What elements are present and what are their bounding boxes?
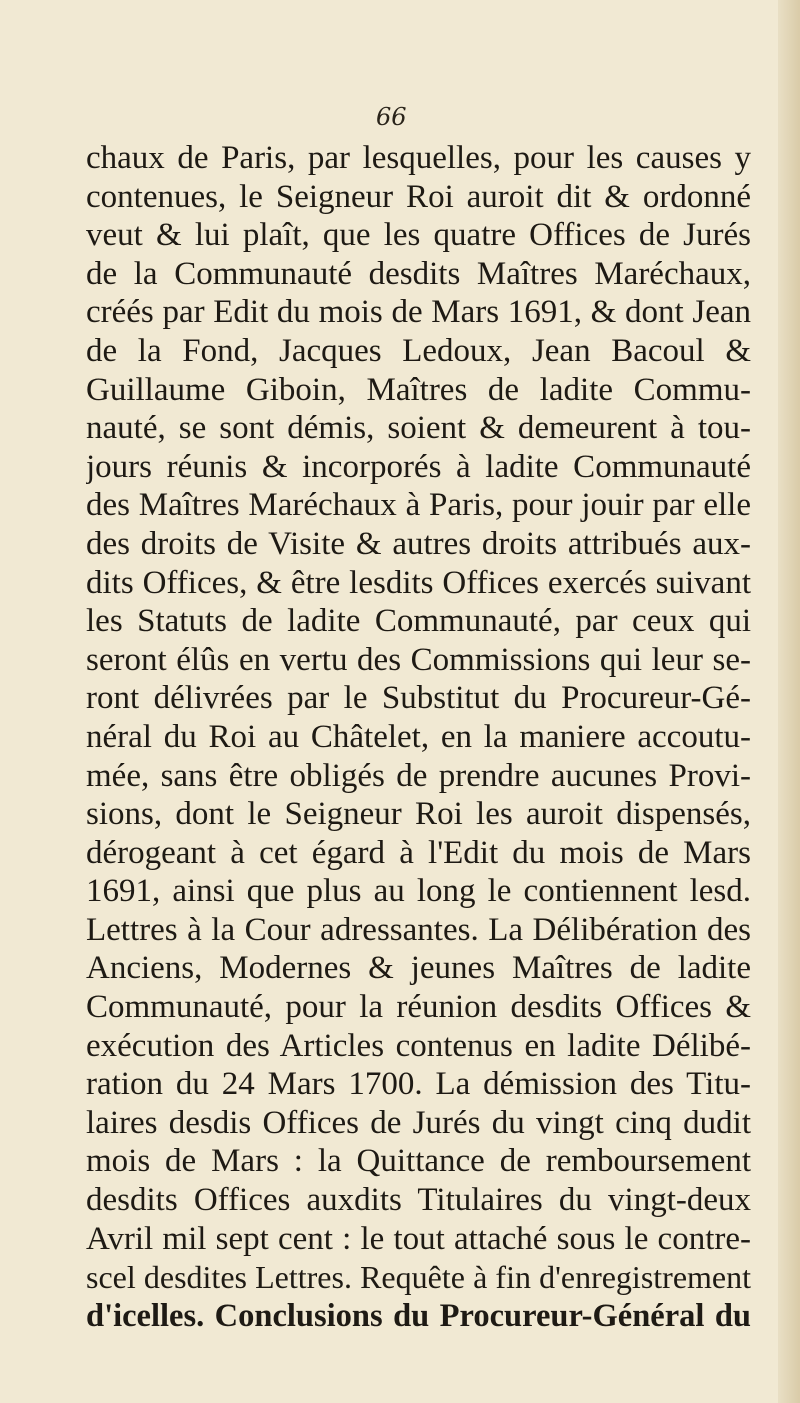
text-line: Anciens, Modernes & jeunes Maîtres de ladite — [86, 950, 751, 987]
text-line: Lettres à la Cour adressantes. La Délibération des — [86, 911, 751, 948]
text-line: néral du Roi au Châtelet, en la maniere accoutu- — [86, 718, 751, 755]
text-line-last: d'icelles. Conclusions du Procureur-Général du — [86, 1297, 751, 1334]
text-line: dérogeant à cet égard à l'Edit du mois de Mars — [86, 834, 751, 871]
text-line: des Maîtres Maréchaux à Paris, pour jouir par elle — [86, 487, 751, 524]
body-text — [86, 139, 751, 1335]
text-line: mée, sans être obligés de prendre aucunes Provi- — [86, 757, 751, 794]
text-line: nauté, se sont démis, soient & demeurent à tou- — [86, 410, 751, 447]
text-line: laires desdis Offices de Jurés du vingt cinq dudit — [86, 1104, 751, 1141]
text-line: créés par Edit du mois de Mars 1691, & dont Jean — [86, 294, 751, 331]
text-line: chaux de Paris, par lesquelles, pour les causes y — [86, 140, 751, 176]
text-line: 1691, ainsi que plus au long le contiennent lesd. — [86, 873, 751, 910]
text-line: dits Offices, & être lesdits Offices exercés suivant — [86, 564, 751, 601]
text-line: mois de Mars : la Quittance de remboursement — [86, 1143, 751, 1180]
text-line: les Statuts de ladite Communauté, par ceux qui — [86, 603, 751, 640]
text-line: de la Fond, Jacques Ledoux, Jean Bacoul & — [86, 332, 751, 369]
page-edge — [778, 0, 800, 1403]
text-line: ront délivrées par le Substitut du Procureur-Gé- — [86, 680, 751, 717]
page-number: 66 — [376, 103, 407, 131]
text-line: exécution des Articles contenus en ladite Délibé- — [86, 1027, 751, 1064]
text-line: seront élûs en vertu des Commissions qui leur se- — [86, 641, 751, 678]
text-line: veut & lui plaît, que les quatre Offices de Jurés — [86, 217, 751, 254]
text-line: desdits Offices auxdits Titulaires du vingt-deux — [86, 1182, 751, 1219]
text-line: ration du 24 Mars 1700. La démission des Titu- — [86, 1066, 751, 1103]
text-line: scel desdites Lettres. Requête à fin d'enregistrement — [86, 1259, 751, 1296]
text-line: jours réunis & incorporés à ladite Communauté — [86, 448, 751, 485]
text-line: sions, dont le Seigneur Roi les auroit dispensés, — [86, 796, 751, 833]
text-line: Avril mil sept cent : le tout attaché sous le contre- — [86, 1220, 751, 1257]
text-line: des droits de Visite & autres droits attribués aux- — [86, 525, 751, 562]
text-line: Communauté, pour la réunion desdits Offices & — [86, 989, 751, 1026]
text-line: de la Communauté desdits Maîtres Maréchaux, — [86, 255, 751, 292]
text-line: contenues, le Seigneur Roi auroit dit & ordonné — [86, 178, 751, 215]
text-line: Guillaume Giboin, Maîtres de ladite Commu- — [86, 371, 751, 408]
